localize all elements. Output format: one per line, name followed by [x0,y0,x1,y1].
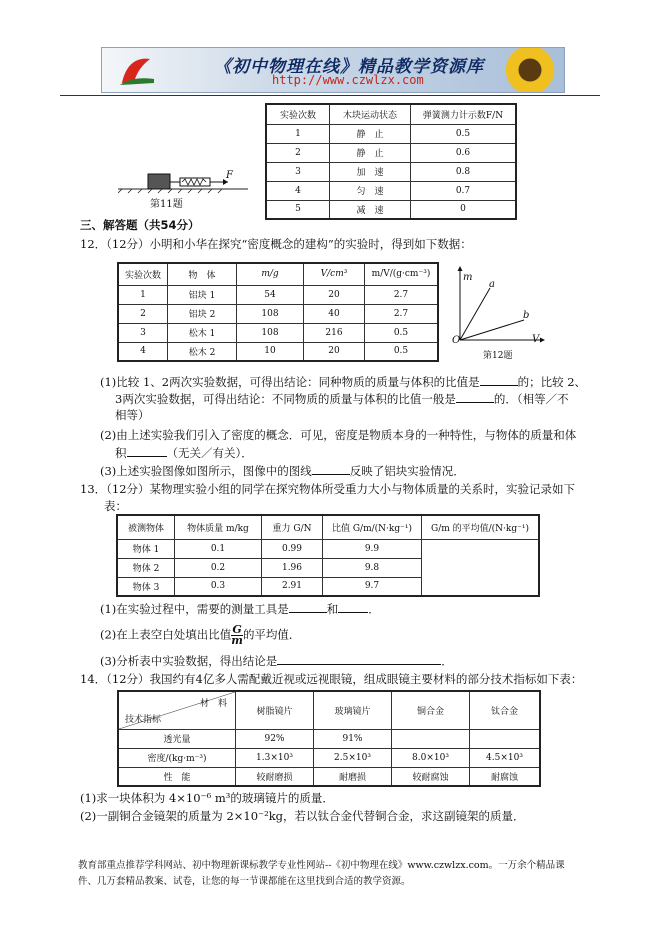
table-cell: 2.7 [365,304,439,323]
q12-p3-text: (3)上述实验图像如图所示，图像中的图线 [100,464,312,478]
footer-line2: 件、几万套精品教案、试卷，让您的每一节课都能在这里找到合适的教学资源。 [78,876,411,887]
table-cell: 松木 2 [168,342,237,361]
graph-line-b-label: b [523,310,530,321]
q13-p1-text: 和 [326,602,339,616]
table-row [266,200,516,219]
fraction-g-over-m [231,625,243,646]
graph-y-label: m [463,272,473,283]
table-cell: 20 [304,342,365,361]
q14-part1: (1)求一块体积为 4×10⁻⁶ m³的玻璃镜片的质量． [80,791,334,805]
q13-part2 [100,625,300,646]
q13-p3-text: (3)分析表中实验数据，得出结论是 [100,654,278,668]
q12-p2-text: （无关／有关）． [166,446,253,460]
table-header: 铜合金 [392,691,470,729]
table-cell: 铝块 1 [168,285,237,304]
q13-p2-text: 的平均值． [242,627,301,642]
table-header: 钛合金 [470,691,541,729]
table-header: 重力 G/N [262,515,323,539]
table-cell: 0.6 [411,143,517,162]
q12-p2-text: 积 [115,446,127,460]
table-row [117,539,539,558]
table-cell: 静 止 [330,143,411,162]
table-cell: 2.5×10³ [314,748,392,767]
table-cell: 40 [304,304,365,323]
table-cell: 8.0×10³ [392,748,470,767]
banner-title: 《初中物理在线》精品教学资源库 [214,57,484,77]
table-header: 实验次数 [266,104,330,124]
table-row [266,143,516,162]
q12-part2-line2 [115,444,253,462]
table-cell: 加 速 [330,162,411,181]
table-header: 实验次数 [118,263,168,285]
table-header: G/m 的平均值/(N·kg⁻¹) [422,515,540,539]
corner-top-label: 材 料 [199,699,227,709]
table-cell: 静 止 [330,124,411,143]
corner-bottom-label: 技术指标 [125,714,162,725]
fig11-table [265,103,517,220]
table-cell: 4 [118,342,168,361]
table-cell: 3 [266,162,330,181]
table-header: 弹簧测力计示数F/N [411,104,517,124]
answer-blank[interactable] [289,600,327,613]
table-cell: 5 [266,200,330,219]
table-header: m/g [237,263,304,285]
q12-table [117,262,439,362]
table-header: V/cm³ [304,263,365,285]
answer-blank[interactable] [277,652,441,665]
table-row [266,162,516,181]
table-cell: 物体 3 [117,577,175,596]
table-cell: 4 [266,181,330,200]
site-banner [101,47,565,93]
table-row [118,304,438,323]
table-cell: 0.99 [262,539,323,558]
site-logo-icon [116,53,156,87]
table-row [266,124,516,143]
table-cell: 2 [118,304,168,323]
table-cell: 减 速 [330,200,411,219]
graph-x-label: V [532,334,540,345]
average-answer-cell[interactable] [422,539,540,596]
q12-p1-text: 的；比较 2、 [517,375,587,389]
graph-caption: 第12题 [483,351,513,361]
fig11-apparatus [118,162,248,202]
table-cell: 20 [304,285,365,304]
q12-part2-line1: (2)由上述实验我们引入了密度的概念．可见，密度是物质本身的一种特性，与物体的质量和体 [100,428,577,442]
footer-line1: 教育部重点推荐学科网站、初中物理新课标教学专业性网站--《初中物理在线》www.czwlzx.com。一万余个精品课 [78,860,565,871]
q12-part1-line2 [115,390,569,408]
answer-blank[interactable] [312,462,350,475]
q13-part1 [100,600,380,618]
sunflower-icon [502,47,558,93]
table-cell: 2.7 [365,285,439,304]
table-header: 比值 G/m/(N·kg⁻¹) [323,515,422,539]
table-header: 玻璃镜片 [314,691,392,729]
table-row [118,748,540,767]
q14-table [117,690,541,787]
table-cell: 铝块 2 [168,304,237,323]
table-cell: 91% [314,729,392,748]
table-cell: 较耐腐蚀 [392,767,470,786]
table-cell: 108 [237,304,304,323]
table-cell: 2 [266,143,330,162]
table-cell: 0.8 [411,162,517,181]
q12-part1-line3: 相等） [115,408,150,422]
table-header: 被测物体 [117,515,175,539]
table-cell: 9.9 [323,539,422,558]
fraction-bottom: m [231,634,243,647]
fig11-force-label: F [226,170,233,181]
q12-p3-text: 反映了铝块实验情况． [349,464,465,478]
q14-stem: 14．（12分）我国约有4亿多人需配戴近视或远视眼镜，组成眼镜主要材料的部分技术指标如下表： [80,672,583,686]
table-cell: 1.3×10³ [236,748,314,767]
q13-stem-line2: 表： [104,499,127,513]
table-cell: 物体 2 [117,558,175,577]
table-cell: 9.8 [323,558,422,577]
q13-part3 [100,652,453,670]
table-cell: 0.5 [411,124,517,143]
table-cell: 0.1 [175,539,262,558]
header-divider [60,95,600,96]
table-cell: 耐腐蚀 [470,767,541,786]
table-header: 物 体 [168,263,237,285]
q12-p1-text: 的．（相等／不 [493,392,569,406]
table-cell: 松木 1 [168,323,237,342]
q13-table [116,514,540,597]
table-cell: 0.5 [365,342,439,361]
table-cell: 0.5 [365,323,439,342]
table-header: 树脂镜片 [236,691,314,729]
q12-part3 [100,462,465,480]
table-cell: 9.7 [323,577,422,596]
q12-part1-line1 [100,373,586,391]
table-row [118,729,540,748]
section-heading: 三、解答题（共54分） [80,218,200,232]
table-cell: 92% [236,729,314,748]
table-row [118,342,438,361]
q13-p2-text: (2)在上表空白处填出比值 [100,627,232,642]
table-row [118,767,540,786]
table-cell: 较耐磨损 [236,767,314,786]
fig11-caption: 第11题 [150,199,183,210]
table-cell: 物体 1 [117,539,175,558]
q13-p3-text: ． [441,654,453,668]
table-cell: 0.7 [411,181,517,200]
table-cell [470,729,541,748]
graph-origin-label: O [452,335,461,346]
table-cell: 54 [237,285,304,304]
table-cell: 1 [118,285,168,304]
q12-stem: 12．（12分）小明和小华在探究“密度概念的建构”的实验时，得到如下数据： [80,237,472,251]
q13-p1-text: ． [368,602,380,616]
table-corner-cell [118,691,236,729]
q13-stem-line1: 13．（12分）某物理实验小组的同学在探究物体所受重力大小与物体质量的关系时，实验记录如下 [80,482,576,496]
table-cell: 耐磨损 [314,767,392,786]
table-row [118,285,438,304]
table-cell: 108 [237,323,304,342]
table-cell: 匀 速 [330,181,411,200]
answer-blank[interactable] [456,390,494,403]
table-header: m/V/(g·cm⁻³) [365,263,439,285]
table-cell: 1.96 [262,558,323,577]
table-cell: 密度/(kg·m⁻³) [118,748,236,767]
fraction-top: G [232,623,242,636]
q13-p1-text: (1)在实验过程中，需要的测量工具是 [100,602,289,616]
table-cell: 0 [411,200,517,219]
table-header: 木块运动状态 [330,104,411,124]
q12-p1-text: 3两次实验数据，可得出结论：不同物质的质量与体积的比值一般是 [115,392,456,406]
table-row [266,181,516,200]
table-cell: 2.91 [262,577,323,596]
q14-part2: (2)一副铜合金镜架的质量为 2×10⁻²kg，若以钛合金代替铜合金，求这副镜架的质量． [80,809,525,823]
table-cell: 3 [118,323,168,342]
table-cell: 透光量 [118,729,236,748]
table-cell: 4.5×10³ [470,748,541,767]
table-row [118,323,438,342]
graph-line-a-label: a [489,279,495,290]
table-header: 物体质量 m/kg [175,515,262,539]
banner-url[interactable]: http://www.czwlzx.com [272,73,424,87]
answer-blank[interactable] [127,444,167,457]
table-cell: 216 [304,323,365,342]
table-cell: 0.2 [175,558,262,577]
answer-blank[interactable] [338,600,368,613]
table-cell: 10 [237,342,304,361]
table-cell: 0.3 [175,577,262,596]
table-cell: 1 [266,124,330,143]
table-cell [392,729,470,748]
q12-p1-text: (1)比较 1、2两次实验数据，可得出结论：同种物质的质量与体积的比值是 [100,375,480,389]
table-cell: 性 能 [118,767,236,786]
answer-blank[interactable] [480,373,518,386]
